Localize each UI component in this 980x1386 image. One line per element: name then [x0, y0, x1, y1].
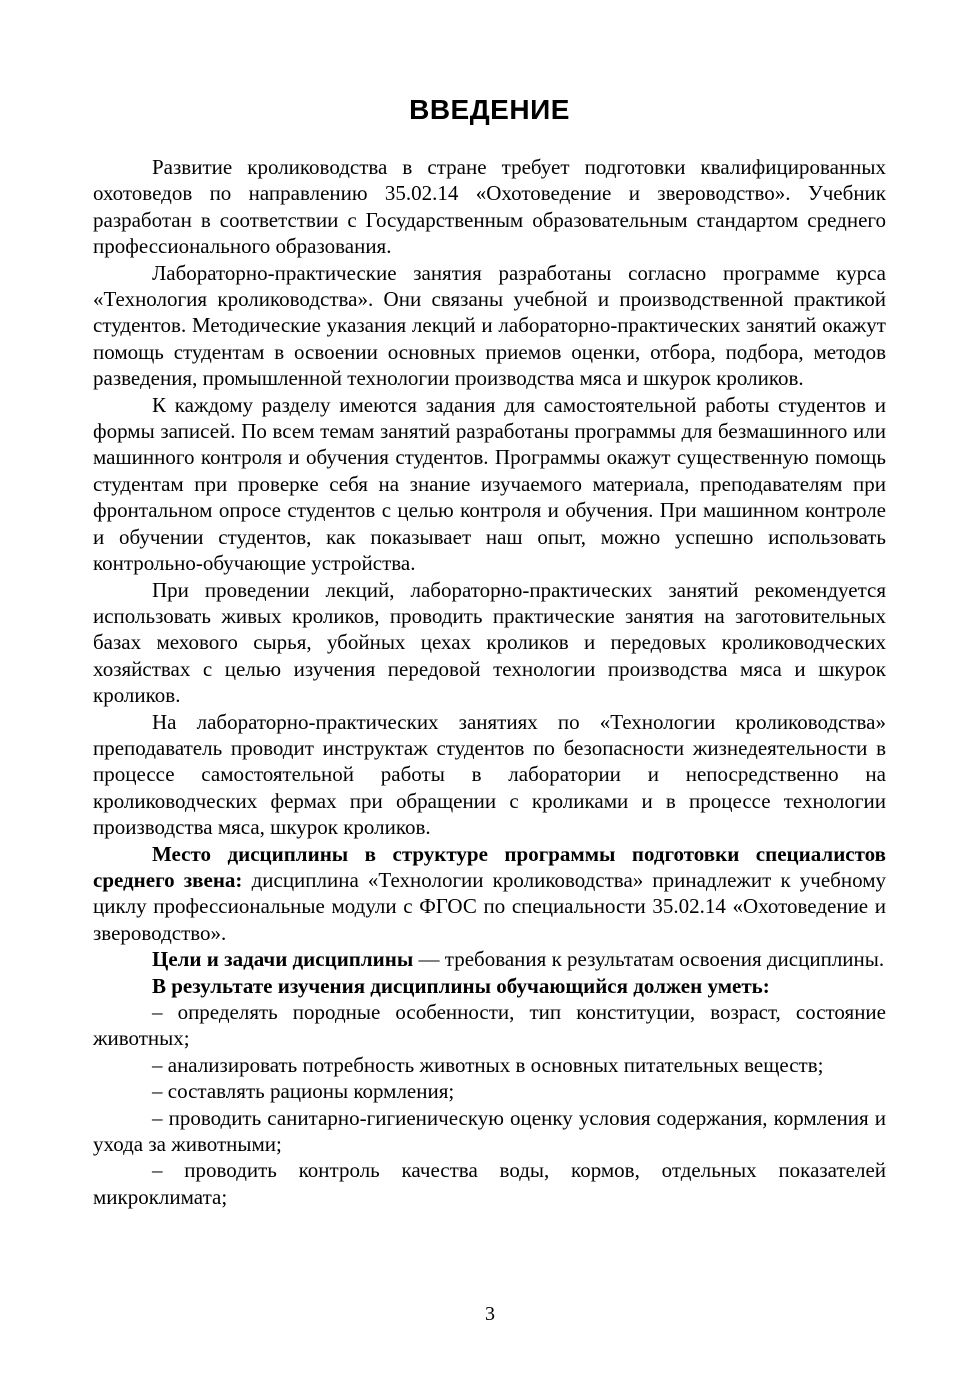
goals-text: — требования к результатам освоения дисциплины.	[413, 947, 885, 972]
list-item: – проводить санитарно-гигиеническую оценку условия содержания, кормления и ухода за животными;	[93, 1105, 886, 1157]
paragraph-lab-practice: Лабораторно-практические занятия разработаны согласно программе курса «Технология кролиководства». Они связаны учебной и производственной практикой студентов. Методические указания лекций и лабораторно-практических занятий окажут помощь студентам в освоении основных приемов оценки, отбора, подбора, методов разведения, промышленной технологии производства мяса и шкурок кроликов.	[93, 260, 886, 391]
paragraph-intro: Развитие кролиководства в стране требует подготовки квалифицированных охотоведов по направлению 35.02.14 «Охотоведение и звероводство». Учебник разработан в соответствии с Государственным образовательным стандартом среднего профессионального образования.	[93, 155, 886, 259]
list-item: – анализировать потребность животных в основных питательных веществ;	[152, 1052, 824, 1077]
list-item: – проводить контроль качества воды, кормов, отдельных показателей микроклимата;	[93, 1158, 886, 1209]
paragraph-discipline-place	[93, 841, 886, 947]
list-item: – определять породные особенности, тип конституции, возраст, состояние животных;	[93, 1000, 886, 1051]
paragraph-lectures: При проведении лекций, лабораторно-практических занятий рекомендуется использовать живых кроликов, проводить практические занятия на заготовительных базах мехового сырья, убойных цехах кроликов и передовых кролиководческих хозяйствах с целью изучения передовой технологии производства мяса и шкурок кроликов.	[93, 577, 886, 708]
discipline-place-heading: Место дисциплины в структуре программы подготовки специалистов среднего звена:	[93, 841, 886, 892]
discipline-place-text: дисциплина «Технологии кролиководства» принадлежит к учебному циклу профессиональные модули с ФГОС по специальности 35.02.14 «Охотоведение и звероводство».	[93, 867, 886, 945]
paragraph-tasks: К каждому разделу имеются задания для самостоятельной работы студентов и формы записей. По всем темам занятий разработаны программы для безмашинного или машинного контроля и обучения студентов. Программы окажут существенную помощь студентам при проверке себя на знание изучаемого материала, преподавателям при фронтальном опросе студентов с целью контроля и обучения. При машинном контроле и обучении студентов, как показывает наш опыт, можно успешно использовать контрольно-обучающие устройства.	[93, 392, 886, 576]
paragraph-safety: На лабораторно-практических занятиях по «Технологии кролиководства» преподаватель проводит инструктаж студентов по безопасности жизнедеятельности в процессе самостоятельной работы в лаборатории и непосредственно на кролиководческих фермах при обращении с кроликами и в процессе технологии производства мяса, шкурок кроликов.	[93, 709, 886, 840]
list-item: – составлять рационы кормления;	[152, 1079, 455, 1104]
goals-heading: Цели и задачи дисциплины	[152, 947, 414, 972]
page-body	[93, 90, 886, 1210]
page-number: 3	[485, 1303, 495, 1325]
skills-heading: В результате изучения дисциплины обучающийся должен уметь:	[152, 973, 770, 998]
paragraph-goals	[93, 946, 886, 972]
page-title: ВВЕДЕНИЕ	[409, 94, 570, 125]
